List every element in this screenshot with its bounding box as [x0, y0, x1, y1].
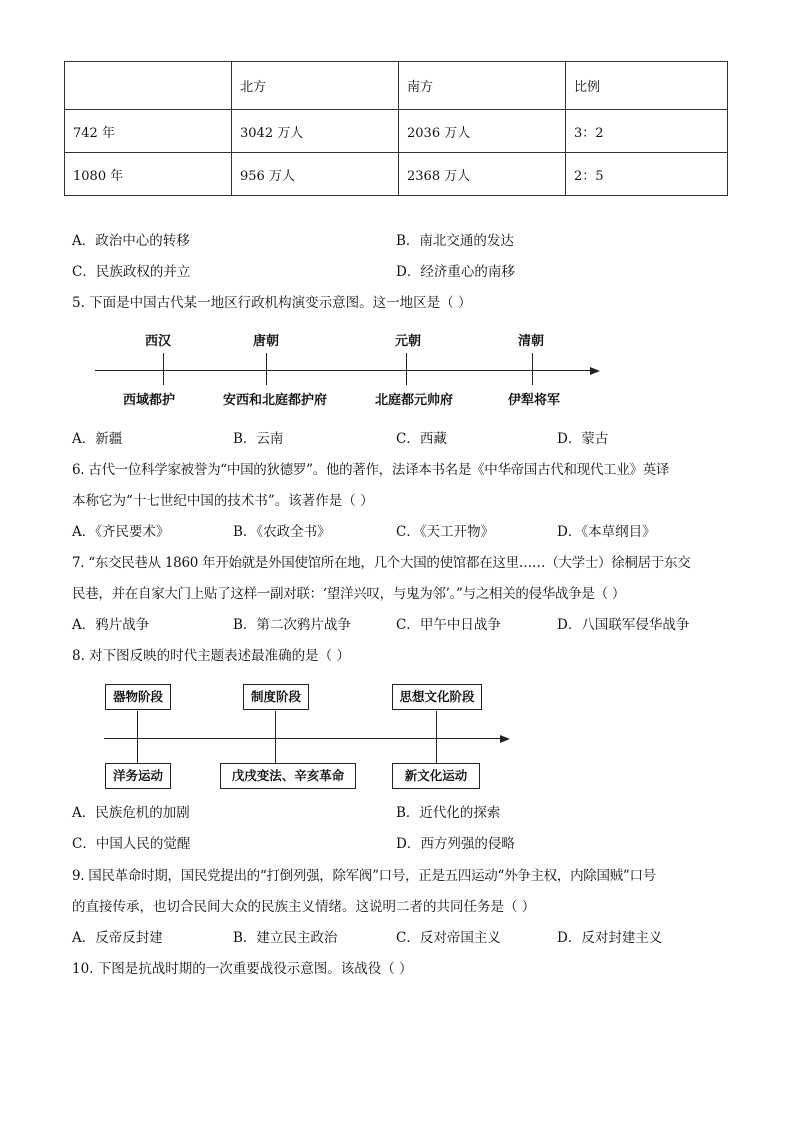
- diagram-tick: [436, 711, 437, 763]
- timeline-tick: [266, 353, 267, 385]
- table-cell: 956 万人: [232, 153, 399, 196]
- q8-option-a[interactable]: A．民族危机的加剧: [72, 805, 190, 821]
- diagram-tick: [275, 711, 276, 763]
- timeline-axis: [95, 370, 590, 371]
- timeline-agency-label: 伊犁将军: [508, 393, 561, 408]
- table-header-cell: [65, 62, 232, 110]
- table-row: [65, 110, 728, 153]
- event-box: 新文化运动: [392, 763, 480, 789]
- q6-stem-line1: 6. 古代一位科学家被誉为“中国的狄德罗”。他的著作，法译本书名是《中华帝国古代和现代工业》英译: [72, 462, 670, 478]
- q6-option-d[interactable]: D．《本草纲目》: [557, 524, 656, 540]
- timeline-tick: [163, 353, 164, 385]
- table-cell: 1080 年: [65, 153, 232, 196]
- timeline-tick: [406, 353, 407, 385]
- q9-option-d[interactable]: D．反对封建主义: [557, 930, 663, 946]
- table-cell: 3042 万人: [232, 110, 399, 153]
- q5-stem: 5. 下面是中国古代某一地区行政机构演变示意图。这一地区是（ ）: [72, 295, 472, 311]
- q7-stem-line2: 民巷，并在自家大门上贴了这样一副对联：‘望洋兴叹，与鬼为邻’。”与之相关的侵华战争是（ ）: [72, 586, 626, 602]
- timeline-era-label: 元朝: [395, 334, 422, 349]
- table-header-cell: 比例: [566, 62, 728, 110]
- timeline-era-label: 唐朝: [253, 334, 280, 349]
- q5-option-d[interactable]: D．蒙古: [557, 431, 609, 447]
- table-header-row: [65, 62, 728, 110]
- diagram-arrow-icon: [500, 735, 510, 743]
- event-box: 戊戌变法、辛亥革命: [220, 763, 356, 789]
- q4-option-a[interactable]: A．政治中心的转移: [72, 233, 190, 249]
- q10-stem: 10. 下图是抗战时期的一次重要战役示意图。该战役（ ）: [72, 961, 413, 977]
- q8-stem: 8. 对下图反映的时代主题表述最准确的是（ ）: [72, 648, 350, 664]
- q9-option-a[interactable]: A．反帝反封建: [72, 930, 163, 946]
- q7-option-d[interactable]: D．八国联军侵华战争: [557, 617, 690, 633]
- stage-box: 思想文化阶段: [392, 684, 482, 710]
- table-row: [65, 153, 728, 196]
- timeline-agency-label: 安西和北庭都护府: [223, 393, 328, 408]
- table-header-cell: 南方: [399, 62, 566, 110]
- q5-timeline: [90, 325, 610, 415]
- q4-option-d[interactable]: D．经济重心的南移: [396, 264, 515, 280]
- stage-box: 制度阶段: [243, 684, 309, 710]
- q6-option-c[interactable]: C．《天工开物》: [396, 524, 495, 540]
- table-cell: 2036 万人: [399, 110, 566, 153]
- event-box: 洋务运动: [105, 763, 171, 789]
- q9-stem-line1: 9. 国民革命时期，国民党提出的“打倒列强，除军阀”口号，正是五四运动“外争主权，内除国贼”口号: [72, 868, 656, 884]
- timeline-agency-label: 北庭都元帅府: [375, 393, 454, 408]
- table-header-cell: 北方: [232, 62, 399, 110]
- q7-stem-line1: 7. “东交民巷从 1860 年开始就是外国使馆所在地，几个大国的使馆都在这里……（大学士）徐桐居于东交: [72, 555, 691, 571]
- q7-option-c[interactable]: C．甲午中日战争: [396, 617, 501, 633]
- q8-diagram: [100, 680, 520, 795]
- q6-option-a[interactable]: A．《齐民要术》: [72, 524, 170, 540]
- q8-option-d[interactable]: D．西方列强的侵略: [396, 836, 515, 852]
- q5-option-b[interactable]: B．云南: [233, 431, 284, 447]
- q6-stem-line2: 本称它为“十七世纪中国的技术书”。该著作是（ ）: [72, 493, 374, 509]
- q5-option-c[interactable]: C．西藏: [396, 431, 447, 447]
- timeline-tick: [532, 353, 533, 385]
- q5-option-a[interactable]: A．新疆: [72, 431, 123, 447]
- timeline-agency-label: 西域都护: [123, 393, 176, 408]
- stage-box: 器物阶段: [105, 684, 171, 710]
- timeline-arrow-icon: [590, 367, 600, 375]
- q7-option-b[interactable]: B．第二次鸦片战争: [233, 617, 351, 633]
- q9-stem-line2: 的直接传承，也切合民间大众的民族主义情绪。这说明二者的共同任务是（ ）: [72, 899, 536, 915]
- diagram-tick: [137, 711, 138, 763]
- timeline-era-label: 西汉: [145, 334, 172, 349]
- table-cell: 2368 万人: [399, 153, 566, 196]
- population-table: [64, 61, 728, 196]
- q4-option-b[interactable]: B．南北交通的发达: [396, 233, 514, 249]
- diagram-axis: [104, 738, 500, 739]
- q6-option-b[interactable]: B．《农政全书》: [233, 524, 331, 540]
- q7-option-a[interactable]: A．鸦片战争: [72, 617, 150, 633]
- table-cell: 742 年: [65, 110, 232, 153]
- q4-option-c[interactable]: C．民族政权的并立: [72, 264, 191, 280]
- q8-option-c[interactable]: C．中国人民的觉醒: [72, 836, 191, 852]
- table-cell: 3：2: [566, 110, 728, 153]
- q9-option-b[interactable]: B．建立民主政治: [233, 930, 338, 946]
- timeline-era-label: 清朝: [518, 334, 545, 349]
- q8-option-b[interactable]: B．近代化的探索: [396, 805, 501, 821]
- q9-option-c[interactable]: C．反对帝国主义: [396, 930, 501, 946]
- table-cell: 2：5: [566, 153, 728, 196]
